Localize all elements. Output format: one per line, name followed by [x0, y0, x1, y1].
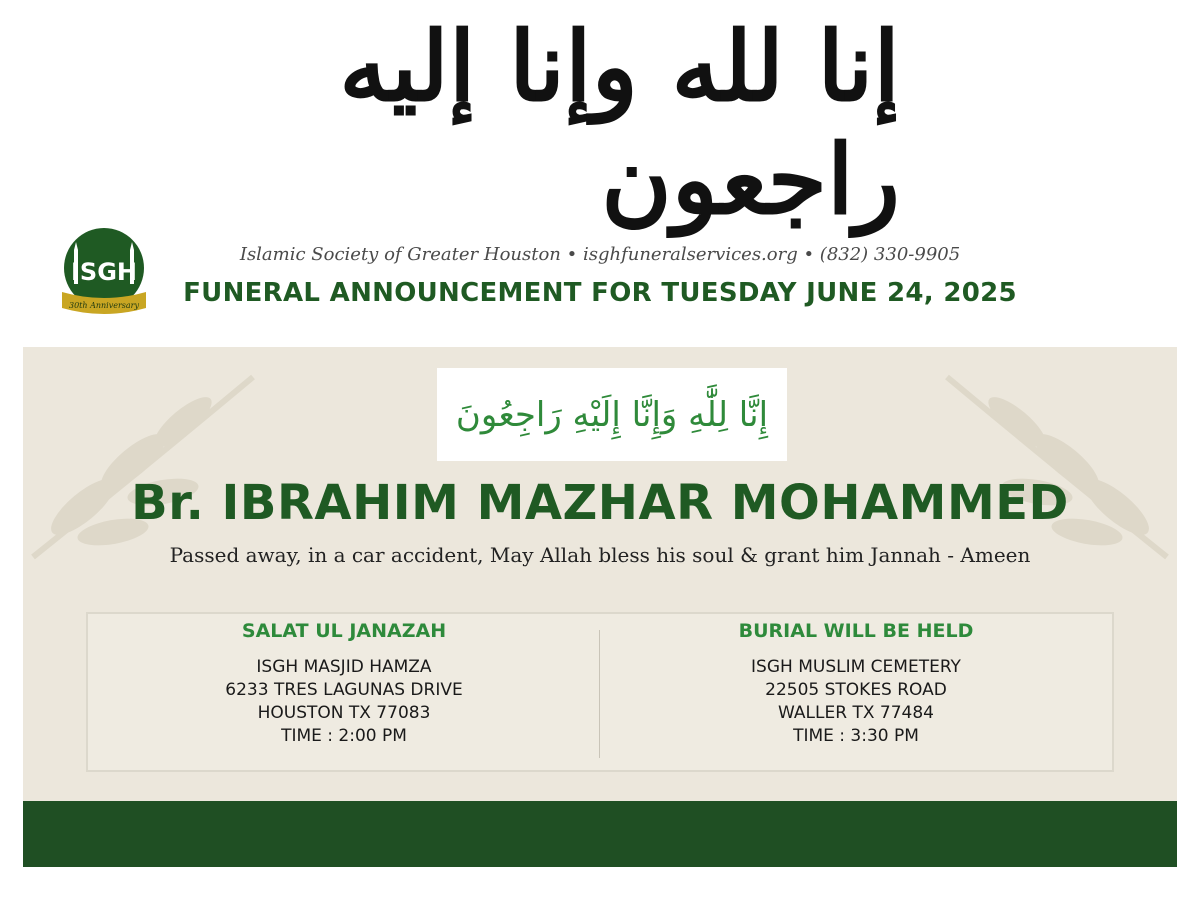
announcement-title: FUNERAL ANNOUNCEMENT FOR TUESDAY JUNE 24, 2025 [183, 278, 1017, 308]
janazah-time: TIME : 2:00 PM [281, 726, 407, 746]
burial-column [606, 620, 1106, 748]
burial-heading: BURIAL WILL BE HELD [738, 620, 974, 642]
calligraphy-header: إنا لله وإنا إليه راجعون [339, 10, 900, 236]
arabic-phrase-box [437, 368, 787, 461]
burial-time: TIME : 3:30 PM [793, 726, 919, 746]
logo-text: ISGH [71, 258, 137, 286]
service-details-box [86, 612, 1114, 772]
announcement-panel [23, 347, 1177, 802]
janazah-street: 6233 TRES LAGUNAS DRIVE [225, 680, 463, 700]
burial-street: 22505 STOKES ROAD [765, 680, 947, 700]
arabic-phrase: إِنَّا لِلَّٰهِ وَإِنَّا إِلَيْهِ رَاجِعُونَ [455, 394, 769, 435]
logo-ribbon-text: 30th Anniversary [68, 301, 140, 310]
tribute-text: Passed away, in a car accident, May Allah bless his soul & grant him Jannah - Ameen [169, 543, 1031, 567]
janazah-city: HOUSTON TX 77083 [257, 703, 431, 723]
deceased-name: Br. IBRAHIM MAZHAR MOHAMMED [131, 475, 1069, 531]
column-divider [599, 630, 600, 758]
footer-bar [23, 801, 1177, 867]
janazah-heading: SALAT UL JANAZAH [241, 620, 447, 642]
burial-location: ISGH MUSLIM CEMETERY [751, 657, 961, 677]
janazah-location: ISGH MASJID HAMZA [256, 657, 432, 677]
burial-city: WALLER TX 77484 [778, 703, 934, 723]
org-contact-line: Islamic Society of Greater Houston • isghfuneralservices.org • (832) 330-9905 [239, 244, 961, 265]
janazah-column [94, 620, 594, 748]
